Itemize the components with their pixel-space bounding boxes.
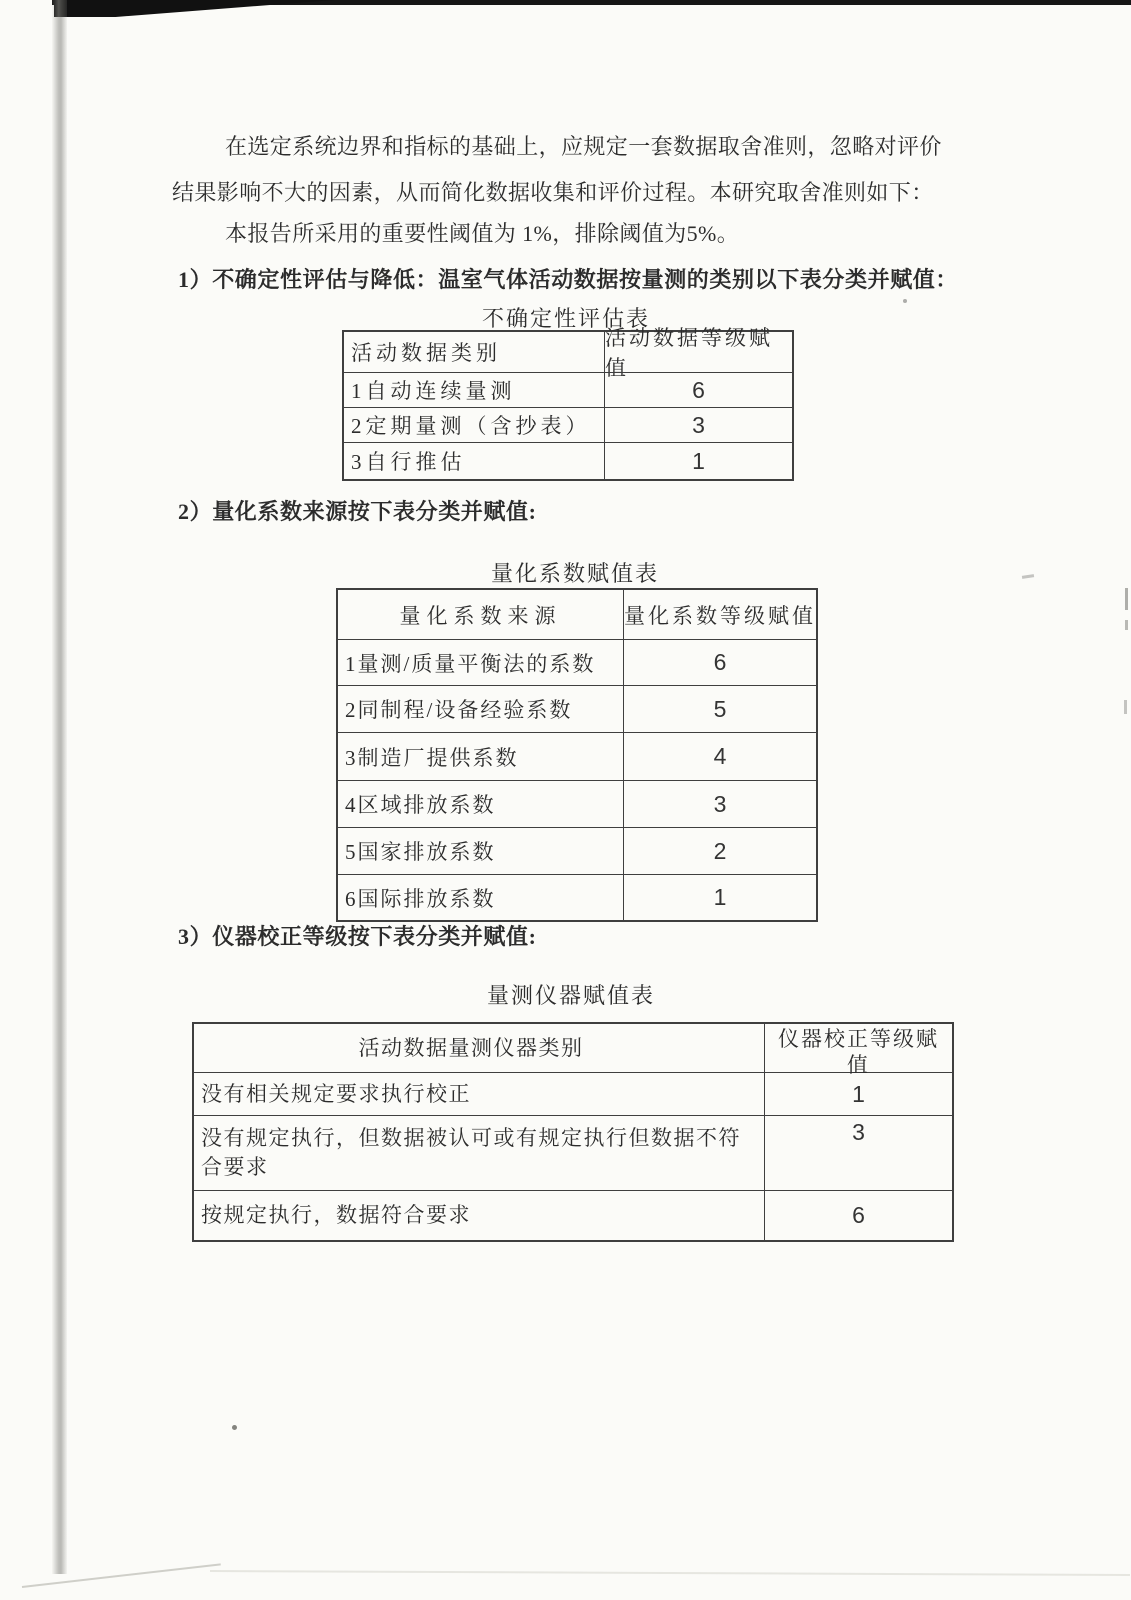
list-item-2-heading: 2）量化系数来源按下表分类并赋值: (178, 499, 537, 524)
table-cell: 2 (623, 827, 816, 874)
table-cell: 5 (623, 685, 816, 732)
measurement-instrument-table (192, 1022, 954, 1242)
list-item-3-heading: 3）仪器校正等级按下表分类并赋值: (178, 924, 537, 949)
table-header-cell: 活动数据类别 (351, 341, 501, 365)
scan-edge-bottom-faint (210, 1570, 1130, 1576)
quantification-coefficient-table (336, 588, 818, 922)
table-cell: 4 (623, 732, 816, 780)
table-cell: 3 (623, 780, 816, 827)
table-header-cell: 量化系数来源 (399, 603, 562, 628)
table-cell: 1 (764, 1072, 952, 1115)
table-cell: 没有规定执行，但数据被认可或有规定执行但数据不符合要求 (194, 1115, 764, 1190)
table-3-title: 量测仪器赋值表 (486, 983, 655, 1008)
table-cell: 2定期量测（含抄表） (344, 407, 604, 442)
scan-speck (232, 1425, 237, 1430)
table-cell: 5国家排放系数 (338, 827, 623, 874)
paragraph-1-line-1: 在选定系统边界和指标的基础上，应规定一套数据取舍准则，忽略对评价 (225, 134, 942, 159)
scan-mark (1125, 588, 1128, 610)
scan-mark (1022, 574, 1034, 579)
list-item-1-heading: 1）不确定性评估与降低：温室气体活动数据按量测的类别以下表分类并赋值： (178, 267, 959, 292)
paragraph-1-line-2: 结果影响不大的因素，从而简化数据收集和评价过程。本研究取舍准则如下： (172, 180, 934, 205)
paragraph-2: 本报告所采用的重要性阈值为 1%，排除阈值为5%。 (225, 221, 740, 246)
uncertainty-assessment-table (342, 326, 794, 481)
table-header-cell: 量化系数等级赋值 (623, 590, 816, 639)
scan-speck (903, 299, 907, 303)
table-cell: 3制造厂提供系数 (338, 732, 623, 780)
table-cell: 3 (764, 1115, 952, 1190)
table-header-cell: 活动数据量测仪器类别 (358, 1035, 584, 1060)
table-1-title: 不确定性评估表 (481, 306, 650, 331)
table-cell: 1 (623, 874, 816, 920)
scan-edge-top-left-wedge (54, 0, 334, 17)
table-cell: 2同制程/设备经验系数 (338, 685, 623, 732)
table-cell: 3 (604, 407, 792, 442)
table-cell: 1 (604, 442, 792, 479)
table-cell: 没有相关规定要求执行校正 (194, 1072, 764, 1115)
table-cell: 4区域排放系数 (338, 780, 623, 827)
table-cell: 按规定执行，数据符合要求 (194, 1190, 764, 1240)
table-2-title: 量化系数赋值表 (490, 561, 659, 586)
table-cell: 6国际排放系数 (338, 874, 623, 920)
table-cell: 6 (623, 639, 816, 685)
table-cell: 6 (604, 372, 792, 407)
table-cell: 6 (764, 1190, 952, 1240)
table-cell: 1量测/质量平衡法的系数 (338, 639, 623, 685)
table-cell: 1自动连续量测 (344, 372, 604, 407)
scan-mark (1124, 700, 1127, 714)
table-header-cell: 活动数据等级赋值 (604, 332, 792, 372)
scan-edge-left-line (52, 0, 67, 1574)
scan-mark (1125, 620, 1128, 630)
table-header-cell: 仪器校正等级赋值 (764, 1024, 952, 1072)
table-cell: 3自行推估 (344, 442, 604, 479)
